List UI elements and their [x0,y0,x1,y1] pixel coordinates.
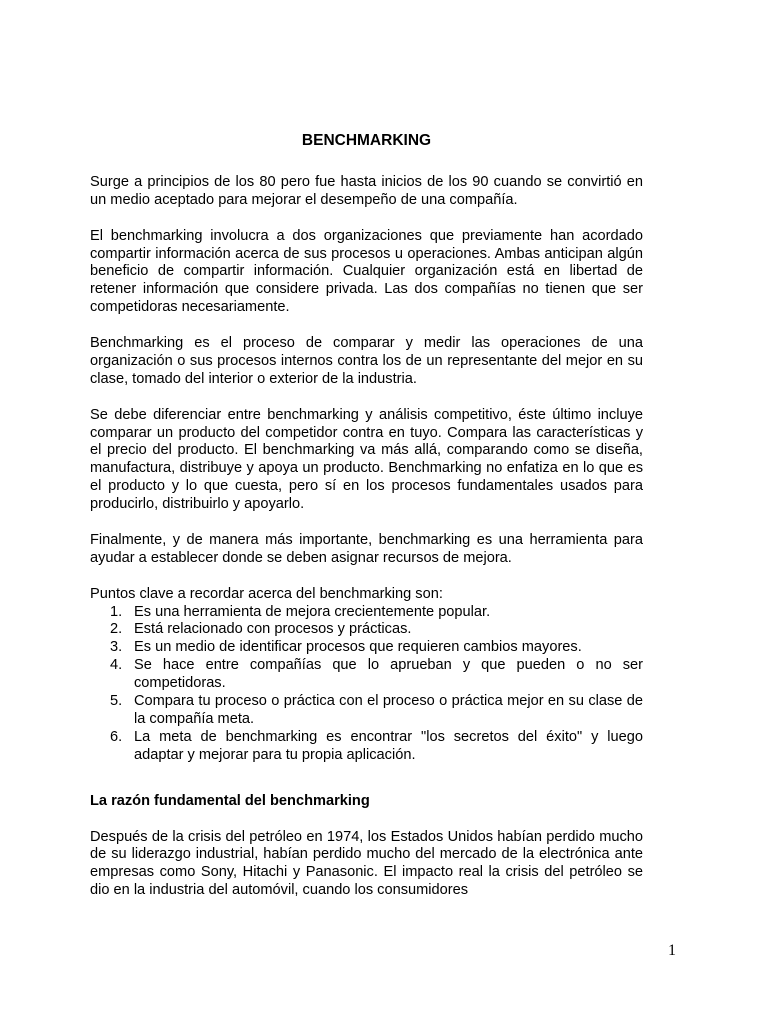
paragraph-definition: Benchmarking es el proceso de comparar y medir las operaciones de una organización o sus procesos internos contra los de un representante del mejor en su clase, tomado del interior o exterior de la industria. [90,335,643,387]
list-item-number: 3. [110,639,123,656]
document-body [90,132,643,918]
key-points-list [90,604,643,765]
list-item [90,621,643,639]
list-item [90,639,643,657]
section-heading: La razón fundamental del benchmarking [90,792,370,809]
paragraph-resources: Finalmente, y de manera más importante, benchmarking es una herramienta para ayudar a establecer donde se deben asignar recursos de mejora. [90,531,643,566]
list-item-text: Es un medio de identificar procesos que requieren cambios mayores. [134,639,582,656]
list-item [90,604,643,622]
list-item-text: Compara tu proceso o práctica con el proceso o práctica mejor en su clase de la compañía meta. [134,693,643,728]
paragraph-origin: Surge a principios de los 80 pero fue hasta inicios de los 90 cuando se convirtió en un medio aceptado para mejorar el desempeño de una compañía. [90,173,643,208]
paragraph-oil-crisis: Después de la crisis del petróleo en 1974, los Estados Unidos habían perdido mucho de su liderazgo industrial, habían perdido mucho del mercado de la electrónica ante empresas como Sony, Hitachi y Panasonic. El impacto real la crisis del petróleo se dio en la industria del automóvil, cuando los consumidores [90,828,643,899]
list-item-text: La meta de benchmarking es encontrar "los secretos del éxito" y luego adaptar y mejorar para tu propia aplicación. [134,728,643,763]
list-item-number: 5. [110,693,123,710]
list-item-number: 2. [110,621,123,638]
paragraph-competitive-analysis: Se debe diferenciar entre benchmarking y análisis competitivo, éste último incluye comparar un producto del competidor contra en tuyo. Compara las características y el precio del producto. El benchmarking va más allá, comparando como se diseña, manufactura, distribuye y apoya un producto. Benchmarking no enfatiza en lo que es el producto y lo que cuesta, pero sí en los procesos fundamentales usados para producirlo, distribuirlo y apoyarlo. [90,406,643,513]
key-points-intro: Puntos clave a recordar acerca del benchmarking son: [90,585,443,602]
list-item-text: Está relacionado con procesos y prácticas. [134,621,412,638]
document-title: BENCHMARKING [301,132,432,149]
list-item-text: Es una herramienta de mejora crecientemente popular. [134,603,491,620]
list-item [90,693,643,729]
list-item [90,657,643,693]
list-item-number: 6. [110,728,123,745]
list-item-number: 4. [110,657,123,674]
list-item [90,729,643,765]
list-item-text: Se hace entre compañías que lo aprueban y que pueden o no ser competidoras. [134,657,643,692]
paragraph-organizations: El benchmarking involucra a dos organizaciones que previamente han acordado compartir información acerca de sus procesos u operaciones. Ambas anticipan algún beneficio de compartir información. Cualquier organización está en libertad de retener información que considere privada. Las dos compañías no tienen que ser competidoras necesariamente. [90,227,643,316]
list-item-number: 1. [110,603,123,620]
page-number: 1 [668,942,676,959]
